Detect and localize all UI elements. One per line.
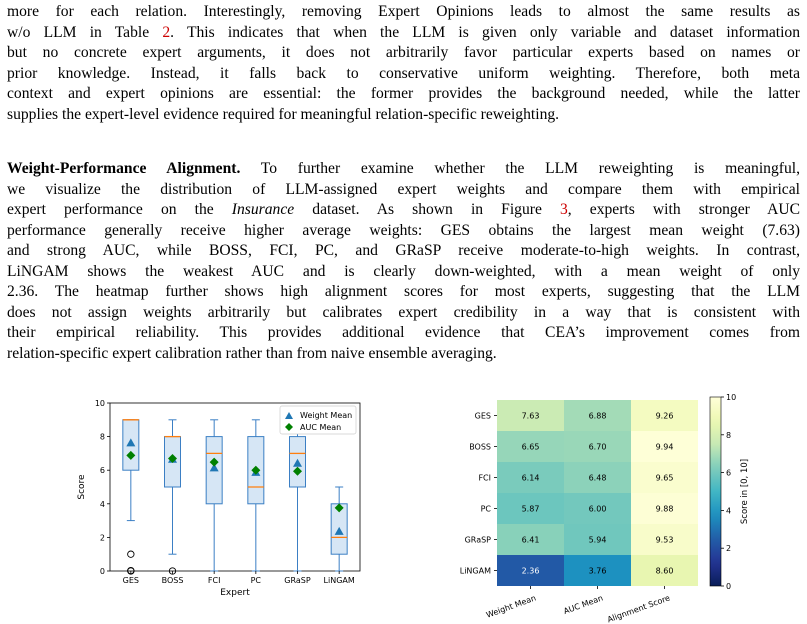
text-line — [7, 323, 800, 344]
x-axis-label: Expert — [220, 588, 250, 598]
cross-reference-link[interactable]: 3 — [560, 201, 568, 218]
y-tick-label: 4 — [99, 499, 105, 509]
x-tick-label: FCI — [207, 576, 221, 585]
text-run: dataset. As shown in Figure — [294, 201, 560, 218]
x-tick-label: PC — [250, 576, 262, 585]
x-tick-label: BOSS — [161, 576, 184, 585]
text-run: expert performance on the — [7, 201, 232, 218]
text-run: performance generally receive higher average weights: GES obtains the largest mean weight (7.63) — [7, 221, 800, 239]
column-label: Alignment Score — [606, 593, 672, 624]
cell-value-label: 9.53 — [655, 535, 674, 545]
cell-value-label: 9.26 — [655, 411, 674, 421]
text-run: , experts with stronger AUC — [567, 201, 801, 218]
row-label: PC — [480, 504, 491, 514]
text-line — [7, 84, 800, 105]
x-tick-label: LiNGAM — [323, 576, 355, 585]
cell-value-label: 6.14 — [521, 473, 540, 483]
column-label: Weight Mean — [485, 593, 538, 620]
cell-value-label: 2.36 — [521, 566, 540, 576]
text-run: To further examine whether the LLM reweighting is meaningful, — [240, 160, 800, 177]
text-run: context and expert opinions are essential: the former provides the background needed, while the latter — [7, 85, 800, 102]
cell-value-label: 6.41 — [521, 535, 540, 545]
text-line — [7, 221, 800, 242]
colorbar-tick-label: 0 — [726, 582, 732, 591]
cell-value-label: 5.87 — [521, 504, 540, 514]
colorbar-label: Score in [0, 10] — [740, 458, 750, 525]
y-tick-label: 2 — [99, 533, 105, 543]
cell-value-label: 9.94 — [655, 442, 674, 452]
text-run: but no concrete expert arguments, it does not arbitrarily favor particular experts based on names or — [7, 44, 800, 61]
text-line — [7, 282, 800, 303]
text-run: 2.36. The heatmap further shows high alignment scores for most experts, suggesting that the LLM — [7, 283, 800, 300]
text-line — [7, 105, 800, 126]
cell-value-label: 9.88 — [655, 504, 674, 514]
heatmap-figure — [425, 392, 785, 624]
colorbar-tick-label: 6 — [726, 468, 732, 478]
text-line — [7, 180, 800, 201]
text-line — [7, 23, 800, 44]
paragraph-ablation — [7, 2, 800, 125]
paragraph-heading: Weight-Performance Alignment. — [7, 160, 241, 177]
text-run: their empirical reliability. This provides additional evidence that CEA’s improvement comes from — [7, 324, 800, 341]
text-run: and strong AUC, while BOSS, FCI, PC, and GRaSP receive moderate-to-high weights. In contrast, — [7, 242, 800, 259]
text-line — [7, 241, 800, 262]
boxplot-figure — [70, 395, 420, 615]
text-line — [7, 262, 800, 283]
cell-value-label: 6.48 — [588, 473, 607, 483]
text-run: supplies the expert-level evidence required for meaningful relation-specific reweighting. — [7, 105, 560, 123]
row-label: FCI — [478, 473, 491, 483]
row-label: LiNGAM — [459, 566, 491, 576]
text-line — [7, 344, 800, 365]
colorbar-tick-label: 2 — [726, 544, 732, 554]
text-line — [7, 159, 800, 180]
cell-value-label: 6.65 — [521, 442, 540, 452]
legend-label: Weight Mean — [300, 411, 353, 420]
text-run: more for each relation. Interestingly, removing Expert Opinions leads to almost the same results as — [7, 3, 800, 20]
cell-value-label: 6.00 — [588, 504, 607, 514]
text-run: w/o LLM in Table — [7, 23, 163, 41]
y-tick-label: 10 — [94, 399, 105, 408]
y-tick-label: 8 — [99, 432, 105, 442]
row-label: GRaSP — [464, 535, 491, 545]
colorbar — [710, 397, 721, 586]
legend-label: AUC Mean — [300, 423, 342, 432]
text-run: we visualize the distribution of LLM-assigned expert weights and compare them with empirical — [7, 180, 800, 198]
y-tick-label: 0 — [99, 567, 105, 576]
text-run: prior knowledge. Instead, it falls back to conservative uniform weighting. Therefore, both meta — [7, 64, 800, 82]
cell-value-label: 6.70 — [588, 442, 607, 452]
column-label: AUC Mean — [562, 593, 605, 616]
cross-reference-link[interactable]: 2 — [162, 23, 171, 41]
colorbar-tick-label: 8 — [726, 430, 732, 440]
text-run: . This indicates that when the LLM is given only variable and dataset information — [170, 23, 801, 41]
colorbar-tick-label: 10 — [726, 393, 737, 402]
text-run: LiNGAM shows the weakest AUC and is clearly down-weighted, with a mean weight of only — [7, 262, 800, 280]
x-tick-label: GES — [122, 576, 140, 585]
colorbar-tick-label: 4 — [726, 506, 732, 516]
text-line — [7, 2, 800, 23]
cell-value-label: 6.88 — [588, 411, 607, 421]
cell-value-label: 3.76 — [588, 566, 607, 576]
y-tick-label: 6 — [99, 466, 105, 476]
text-line — [7, 200, 800, 221]
text-line — [7, 43, 800, 64]
paragraph-weight-performance — [7, 159, 800, 364]
cell-value-label: 8.60 — [655, 566, 674, 576]
legend — [280, 406, 356, 434]
outlier-point — [128, 551, 134, 557]
text-line — [7, 303, 800, 324]
row-label: BOSS — [469, 442, 491, 452]
cell-value-label: 5.94 — [588, 535, 607, 545]
cell-value-label: 9.65 — [655, 473, 674, 483]
text-run: does not assign weights arbitrarily but calibrates expert credibility in a way that is consistent with — [7, 303, 800, 321]
x-tick-label: GRaSP — [284, 576, 311, 585]
text-line — [7, 64, 800, 85]
cell-value-label: 7.63 — [521, 411, 540, 421]
row-label: GES — [474, 411, 491, 421]
y-axis-label: Score — [77, 474, 87, 500]
text-run: relation-specific expert calibration rather than from naive ensemble averaging. — [7, 344, 497, 362]
dataset-name: Insurance — [231, 201, 295, 218]
